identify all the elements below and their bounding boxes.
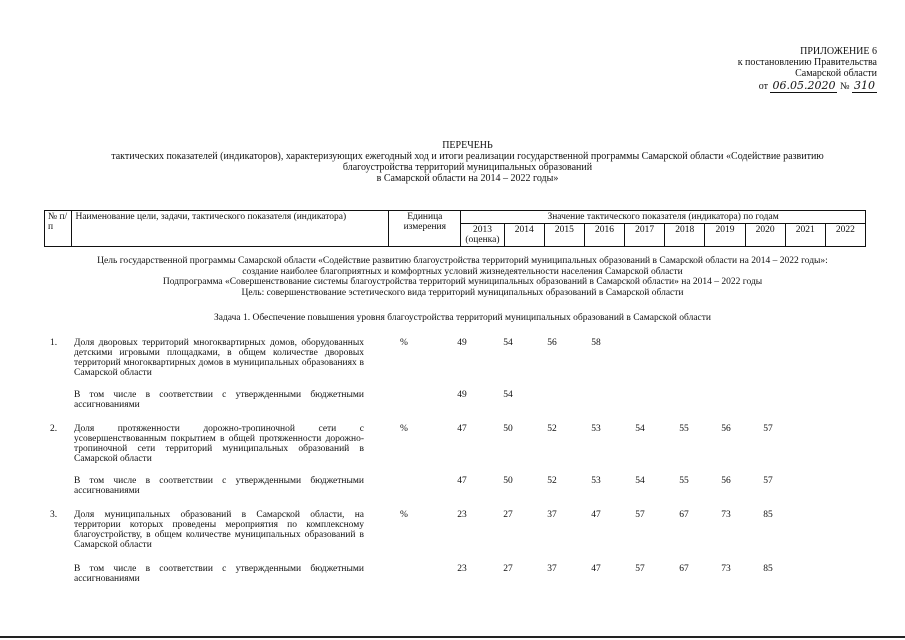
row-value: 23 xyxy=(457,564,467,574)
indicators-table-header xyxy=(44,210,866,247)
appendix-date-line xyxy=(759,80,877,92)
row-value: 27 xyxy=(503,564,513,574)
row-value: 27 xyxy=(503,510,513,520)
row-unit: % xyxy=(400,338,408,348)
title-line-1: тактических показателей (индикаторов), характеризующих ежегодный ход и итоги реализации государственной программы Самарской области «Содействие развитию xyxy=(111,151,824,162)
row-value: 53 xyxy=(591,476,601,486)
row-value: 52 xyxy=(547,424,557,434)
header-year: 2022 xyxy=(825,224,865,247)
row-value: 85 xyxy=(763,564,773,574)
subprogram-title: Подпрограмма «Совершенствование системы благоустройства территорий муниципальных образований в Самарской области» на 2014 – 2022 годы xyxy=(162,277,763,287)
appendix-number: 310 xyxy=(854,79,875,92)
header-year: 2021 xyxy=(785,224,825,247)
row-description: Доля дворовых территорий многоквартирных домов, оборудованных детскими игровыми площадками, в общем количестве дворовых территорий многоквартирных домов в муниципальных образованиях в Самарской области xyxy=(74,338,364,378)
row-value: 57 xyxy=(763,424,773,434)
row-value: 56 xyxy=(547,338,557,348)
table-row xyxy=(44,564,866,584)
row-description: В том числе в соответствии с утвержденными бюджетными ассигнованиями xyxy=(74,564,364,584)
header-year: 2018 xyxy=(665,224,705,247)
bottom-divider xyxy=(0,636,905,638)
row-value: 50 xyxy=(503,424,513,434)
header-year: 2015 xyxy=(544,224,584,247)
row-number: 2. xyxy=(50,424,58,434)
row-value: 55 xyxy=(679,476,689,486)
row-value: 52 xyxy=(547,476,557,486)
row-value: 23 xyxy=(457,510,467,520)
table-row xyxy=(44,510,866,550)
row-value: 49 xyxy=(457,390,467,400)
row-value: 57 xyxy=(635,510,645,520)
header-year: 2014 xyxy=(504,224,544,247)
header-unit: Единица измерения xyxy=(389,211,461,247)
row-unit: % xyxy=(400,510,408,520)
row-value: 54 xyxy=(503,390,513,400)
row-value: 58 xyxy=(591,338,601,348)
row-value: 57 xyxy=(635,564,645,574)
row-value: 47 xyxy=(591,510,601,520)
program-section xyxy=(50,256,875,298)
row-value: 47 xyxy=(591,564,601,574)
document-title xyxy=(60,140,875,184)
row-value: 73 xyxy=(721,510,731,520)
table-row xyxy=(44,390,866,410)
header-year: 2017 xyxy=(625,224,665,247)
row-value: 67 xyxy=(679,564,689,574)
row-value: 49 xyxy=(457,338,467,348)
table-row xyxy=(44,476,866,496)
title-heading: ПЕРЕЧЕНЬ xyxy=(442,140,493,151)
header-values-group: Значение тактического показателя (индикатора) по годам xyxy=(461,211,866,224)
header-year: 2016 xyxy=(584,224,624,247)
appendix-line-region: Самарской области xyxy=(795,68,877,79)
appendix-number-label: № xyxy=(839,81,850,92)
appendix-date: 06.05.2020 xyxy=(772,79,836,92)
appendix-from-label: от xyxy=(758,81,768,92)
title-line-3: в Самарской области на 2014 – 2022 годы» xyxy=(376,173,559,184)
header-year: 2013 (оценка) xyxy=(461,224,504,247)
row-value: 54 xyxy=(503,338,513,348)
appendix-block xyxy=(707,46,877,92)
row-value: 53 xyxy=(591,424,601,434)
row-number: 3. xyxy=(50,510,58,520)
table-row xyxy=(44,338,866,378)
header-year: 2020 xyxy=(745,224,785,247)
row-value: 47 xyxy=(457,424,467,434)
row-value: 56 xyxy=(721,476,731,486)
row-value: 37 xyxy=(547,510,557,520)
subprogram-goal: Цель: совершенствование эстетического вида территорий муниципальных образований в Самарской области xyxy=(241,287,684,298)
row-value: 55 xyxy=(679,424,689,434)
row-value: 85 xyxy=(763,510,773,520)
task-title: Задача 1. Обеспечение повышения уровня благоустройства территорий муниципальных образований в Самарской области xyxy=(213,313,712,323)
row-value: 50 xyxy=(503,476,513,486)
appendix-line-resolution: к постановлению Правительства xyxy=(737,57,877,68)
row-description: В том числе в соответствии с утвержденными бюджетными ассигнованиями xyxy=(74,390,364,410)
row-unit: % xyxy=(400,424,408,434)
row-description: В том числе в соответствии с утвержденными бюджетными ассигнованиями xyxy=(74,476,364,496)
header-name: Наименование цели, задачи, тактического показателя (индикатора) xyxy=(72,211,389,247)
appendix-title: ПРИЛОЖЕНИЕ 6 xyxy=(800,46,877,57)
row-value: 67 xyxy=(679,510,689,520)
row-value: 54 xyxy=(635,476,645,486)
header-num: № п/п xyxy=(45,211,72,247)
row-value: 56 xyxy=(721,424,731,434)
row-number: 1. xyxy=(50,338,58,348)
row-description: Доля протяженности дорожно-тропиночной сети с усовершенствованным покрытием в общей протяженности дорожно-тропиночной сети территорий муниципальных образований в Самарской области xyxy=(74,424,364,464)
row-value: 57 xyxy=(763,476,773,486)
row-value: 73 xyxy=(721,564,731,574)
table-row xyxy=(44,424,866,464)
row-value: 54 xyxy=(635,424,645,434)
header-year: 2019 xyxy=(705,224,745,247)
row-value: 37 xyxy=(547,564,557,574)
row-value: 47 xyxy=(457,476,467,486)
title-line-2: благоустройства территорий муниципальных образований xyxy=(342,162,593,173)
row-description: Доля муниципальных образований в Самарской области, на территории которых проведены мероприятия по комплексному благоустройству, в общем количестве муниципальных образований в Самарской области xyxy=(74,510,364,550)
program-goal-line-1: Цель государственной программы Самарской области «Содействие развитию благоустройства территорий муниципальных образований в Самарской области на 2014 – 2022 годы»: xyxy=(97,256,828,266)
program-goal-line-2: создание наиболее благоприятных и комфортных условий жизнедеятельности населения Самарской области xyxy=(242,266,683,277)
